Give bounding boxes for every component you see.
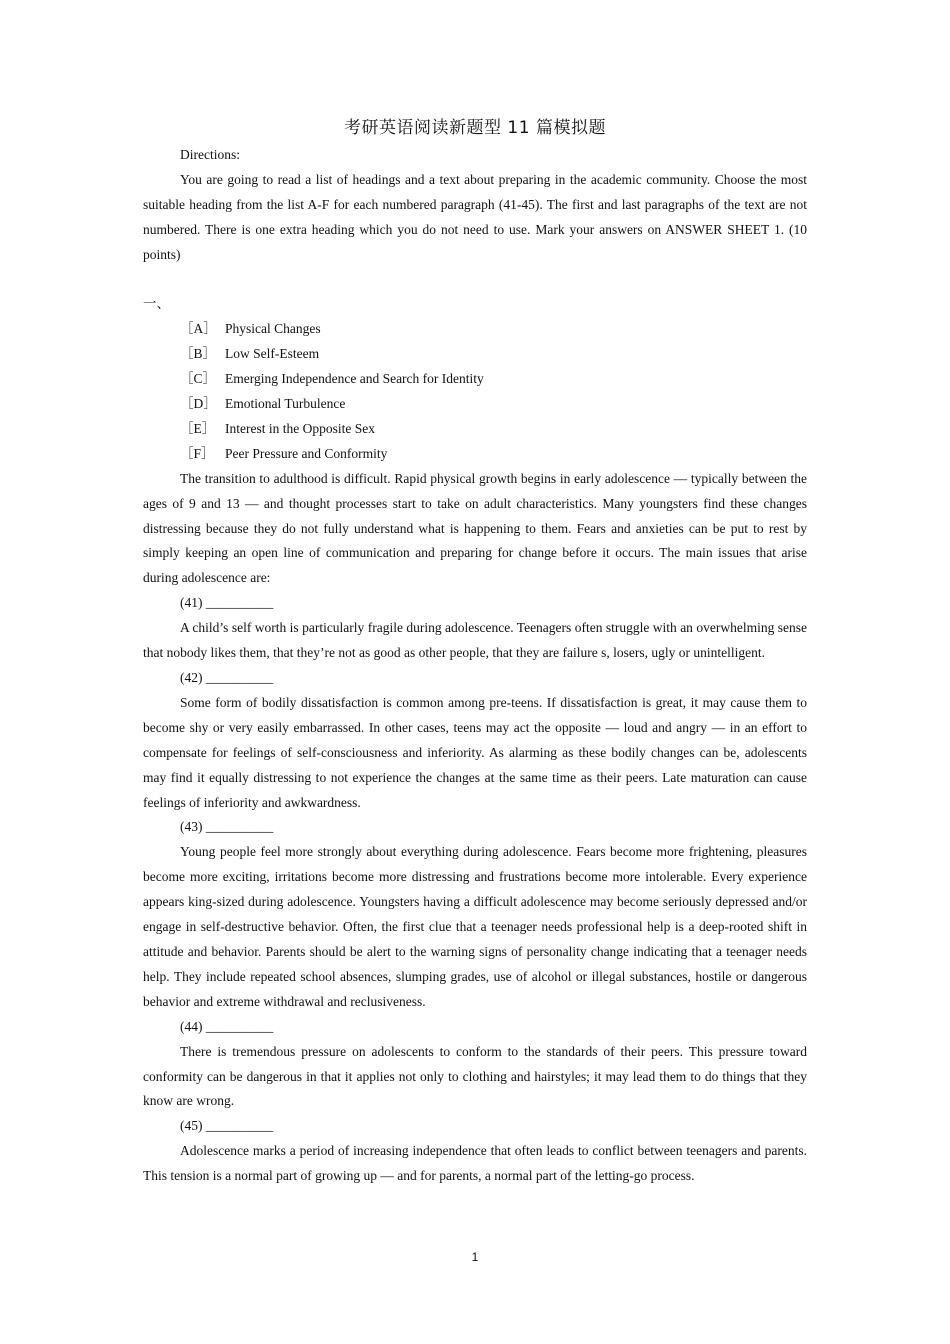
option-text: Emotional Turbulence [225, 396, 346, 412]
option-text: Low Self-Esteem [225, 346, 320, 362]
question-number-43: (43) __________ [180, 819, 274, 835]
option-a [143, 317, 807, 342]
page-number: 1 [471, 1250, 479, 1264]
question-paragraph-41: A child’s self worth is particularly fragile during adolescence. Teenagers often struggle with an overwhelming sense that nobody likes them, that they’re not as good as other people, that they are failure s, losers, ugly or unintelligent. [143, 620, 807, 661]
option-letter: ［E］ [180, 420, 216, 436]
question-number-45: (45) __________ [180, 1118, 274, 1134]
section-mark: 一、 [143, 296, 170, 312]
question-paragraph-45: Adolescence marks a period of increasing independence that often leads to conflict between teenagers and parents. This tension is a normal part of growing up — and for parents, a normal part of the letting-go process. [143, 1143, 807, 1184]
option-letter: ［B］ [180, 346, 217, 362]
option-b [143, 342, 807, 367]
question-paragraph-42: Some form of bodily dissatisfaction is common among pre-teens. If dissatisfaction is great, it may cause them to become shy or very easily embarrassed. In other cases, teens may act the opposite — loud and angry — in an effort to compensate for feelings of self-consciousness and inferiority. As alarming as these bodily changes can be, adolescents may find it equally distressing to not experience the changes at the same time as their peers. Late maturation can cause feelings of inferiority and awkwardness. [143, 694, 807, 810]
option-text: Interest in the Opposite Sex [225, 420, 375, 436]
option-letter: ［D］ [180, 396, 217, 412]
document-body [143, 143, 807, 1189]
question-number-41: (41) __________ [180, 595, 274, 611]
spacer [143, 268, 807, 293]
intro-paragraph: The transition to adulthood is difficult. Rapid physical growth begins in early adolescence — typically between the ages of 9 and 13 — and thought processes start to take on adult characteristics. Many youngsters find these changes distressing because they do not fully understand what is happening to them. Fears and anxieties can be put to rest by simply keeping an open line of communication and preparing for change before it occurs. The main issues that arise during adolescence are: [143, 470, 807, 586]
option-text: Physical Changes [225, 321, 321, 337]
heading-options [143, 317, 807, 466]
question-paragraph-44: There is tremendous pressure on adolescents to conform to the standards of their peers. This pressure toward conformity can be dangerous in that it applies not only to clothing and hairstyles; it may lead them to do things that they know are wrong. [143, 1043, 807, 1109]
option-f [143, 442, 807, 467]
option-letter: ［C］ [180, 371, 217, 387]
option-letter: ［F］ [180, 445, 215, 461]
page-title: 考研英语阅读新题型 11 篇模拟题 [344, 118, 606, 138]
question-paragraph-43: Young people feel more strongly about everything during adolescence. Fears become more frightening, pleasures become more exciting, irritations become more distressing and frustrations become more intolerable. Every experience appears king-sized during adolescence. Youngsters having a difficult adolescence may become seriously depressed and/or engage in self-destructive behavior. Often, the first clue that a teenager needs professional help is a deep-rooted shift in attitude and behavior. Parents should be alert to the warning signs of personality change indicating that a teenager needs help. They include repeated school absences, slumping grades, use of alcohol or illegal substances, hostile or dangerous behavior and extreme withdrawal and reclusiveness. [143, 844, 807, 1009]
directions-text: You are going to read a list of headings and a text about preparing in the academic community. Choose the most suitable heading from the list A-F for each numbered paragraph (41-45). The first and last paragraphs of the text are not numbered. There is one extra heading which you do not need to use. Mark your answers on ANSWER SHEET 1. (10 points) [143, 171, 807, 262]
option-e [143, 417, 807, 442]
question-number-42: (42) __________ [180, 670, 274, 685]
option-c [143, 367, 807, 392]
option-letter: ［A］ [180, 321, 217, 337]
option-text: Peer Pressure and Conformity [225, 445, 388, 461]
question-number-44: (44) __________ [180, 1018, 274, 1034]
option-text: Emerging Independence and Search for Identity [225, 371, 484, 387]
directions-label: Directions: [180, 147, 240, 162]
option-d [143, 392, 807, 417]
